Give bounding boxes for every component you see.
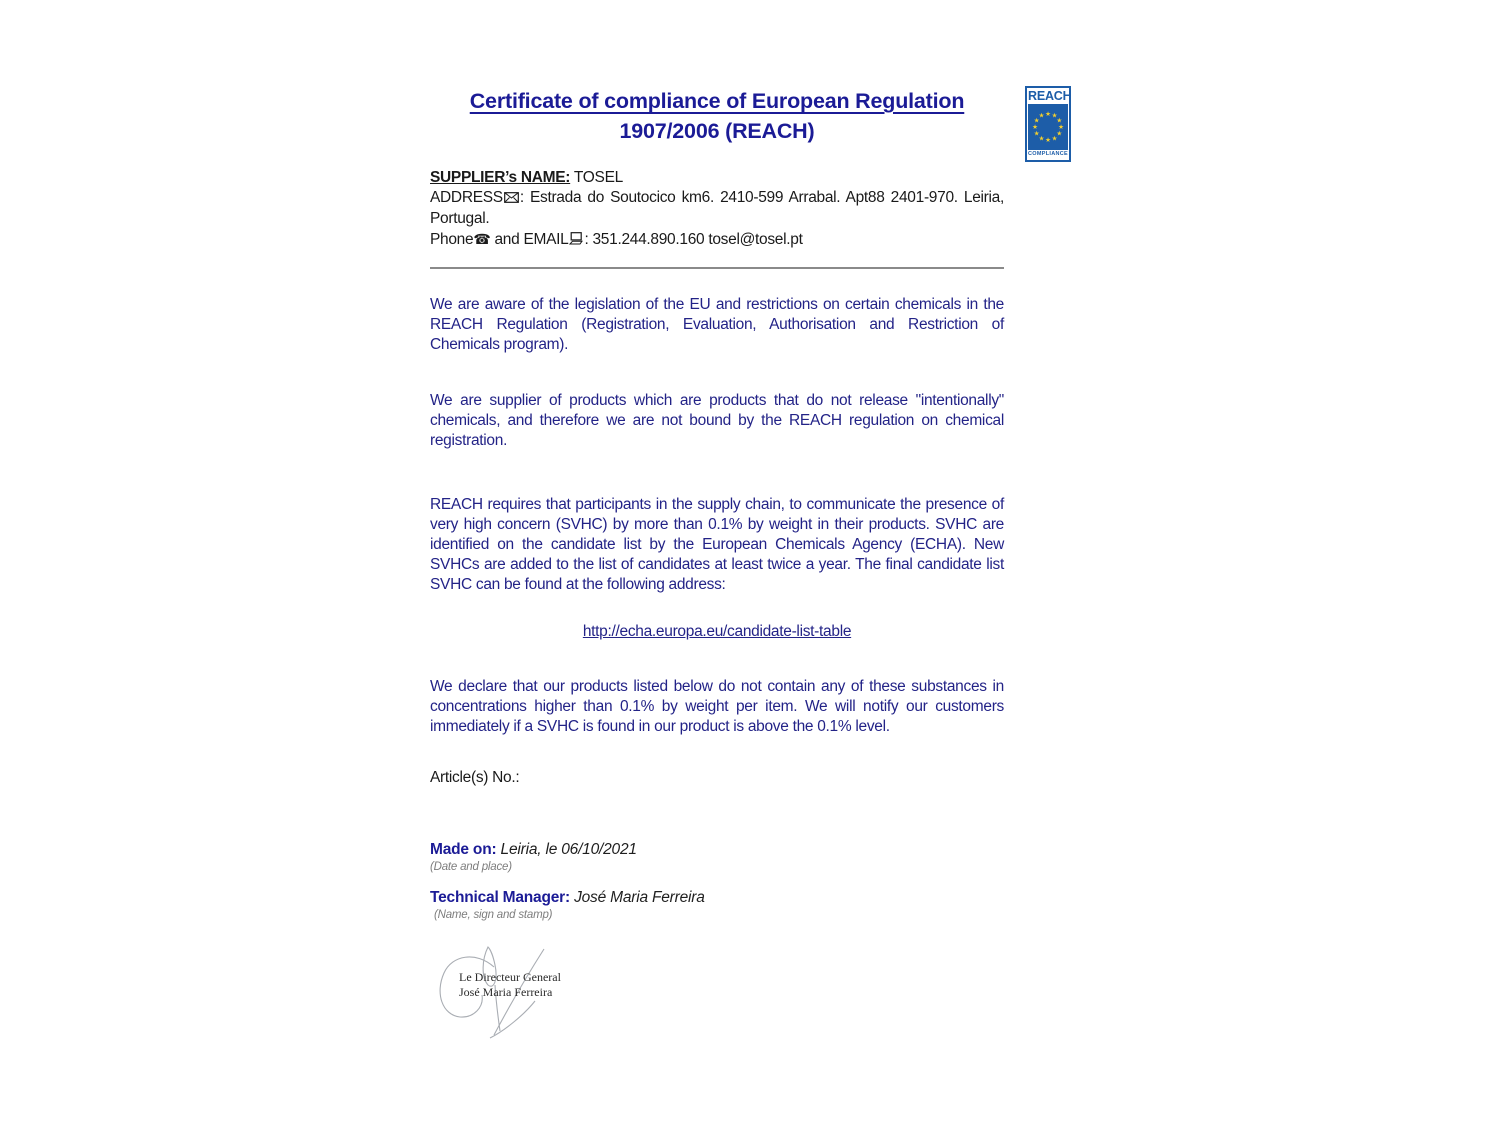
supplier-block <box>430 168 1004 251</box>
logo-reach-text: REACH <box>1028 89 1072 103</box>
paragraph-declaration: We declare that our products listed below do not contain any of these substances in concentrations higher than 0.1% by weight per item. We will notify our customers immediately if a SVHC is found in our product is above the 0.1% level. <box>430 678 1004 735</box>
supplier-name-value: TOSEL <box>570 169 623 186</box>
candidate-list-link-row <box>430 623 1004 641</box>
phone-icon: ☎ <box>473 231 491 247</box>
address-label: ADDRESS <box>430 189 503 206</box>
article-number-label: Article(s) No.: <box>430 769 520 786</box>
signature-title: Le Directeur General <box>459 970 561 984</box>
svg-text:★: ★ <box>1056 117 1063 125</box>
supplier-contact-line <box>430 229 1004 251</box>
supplier-name-line <box>430 168 1004 188</box>
contact-value: : 351.244.890.160 tosel@tosel.pt <box>584 231 803 248</box>
svg-text:★: ★ <box>1038 135 1045 143</box>
svg-text:★: ★ <box>1056 130 1063 138</box>
signature-stamp-text <box>459 970 561 1000</box>
computer-icon <box>569 231 583 251</box>
svg-text:★: ★ <box>1033 117 1040 125</box>
document-content <box>430 86 1004 1043</box>
envelope-icon <box>504 189 519 209</box>
made-on-line <box>430 841 1004 859</box>
phone-label: Phone <box>430 231 474 248</box>
signature <box>432 943 567 1043</box>
paragraph-awareness: We are aware of the legislation of the EU and restrictions on certain chemicals in the REACH Regulation (Registration, Evaluation, Authorisation and Restriction of Chemicals program). <box>430 296 1004 353</box>
svg-text:★: ★ <box>1051 135 1058 143</box>
svg-text:★: ★ <box>1033 130 1040 138</box>
title-line-2: 1907/2006 (REACH) <box>619 119 815 143</box>
svg-text:★: ★ <box>1058 124 1064 131</box>
svg-text:★: ★ <box>1032 124 1038 131</box>
svg-text:★: ★ <box>1051 112 1058 120</box>
address-value: : Estrada do Soutocico km6. 2410-599 Arrabal. Apt88 2401-970. Leiria, Portugal. <box>430 189 1004 227</box>
echa-candidate-list-link[interactable]: http://echa.europa.eu/candidate-list-table <box>582 623 852 640</box>
technical-manager-label: Technical Manager: <box>430 889 570 906</box>
eu-stars-icon <box>1028 104 1068 150</box>
document-title <box>430 86 1004 146</box>
svg-text:★: ★ <box>1045 137 1051 144</box>
technical-manager-line <box>430 889 1004 907</box>
svg-text:★: ★ <box>1045 111 1051 118</box>
divider <box>430 267 1004 269</box>
made-on-value: Leiria, le 06/10/2021 <box>496 841 637 858</box>
title-line-1: Certificate of compliance of European Regulation <box>469 89 965 113</box>
paragraph-supplier-statement: We are supplier of products which are products that do not release "intentionally" chemicals, and therefore we are not bound by the REACH regulation on chemical registration. <box>430 392 1004 449</box>
technical-manager-value: José Maria Ferreira <box>569 889 705 906</box>
made-on-label: Made on: <box>430 841 497 858</box>
date-place-caption: (Date and place) <box>430 861 512 873</box>
logo-compliance-text: COMPLIANCE <box>1028 151 1068 157</box>
supplier-name-label: SUPPLIER’s NAME: <box>430 169 571 186</box>
svg-text:★: ★ <box>1038 112 1045 120</box>
name-sign-stamp-caption: (Name, sign and stamp) <box>434 909 553 921</box>
signature-name: José Maria Ferreira <box>459 985 553 999</box>
paragraph-reach-requirements: REACH requires that participants in the supply chain, to communicate the presence of very high concern (SVHC) by more than 0.1% by weight in their products. SVHC are identified on the candidate list by the European Chemicals Agency (ECHA). New SVHCs are added to the list of candidates at least twice a year. The final candidate list SVHC can be found at the following address: <box>430 496 1004 593</box>
reach-compliance-logo <box>1025 86 1071 162</box>
email-label: and EMAIL <box>490 231 569 248</box>
supplier-address-line <box>430 188 1004 229</box>
